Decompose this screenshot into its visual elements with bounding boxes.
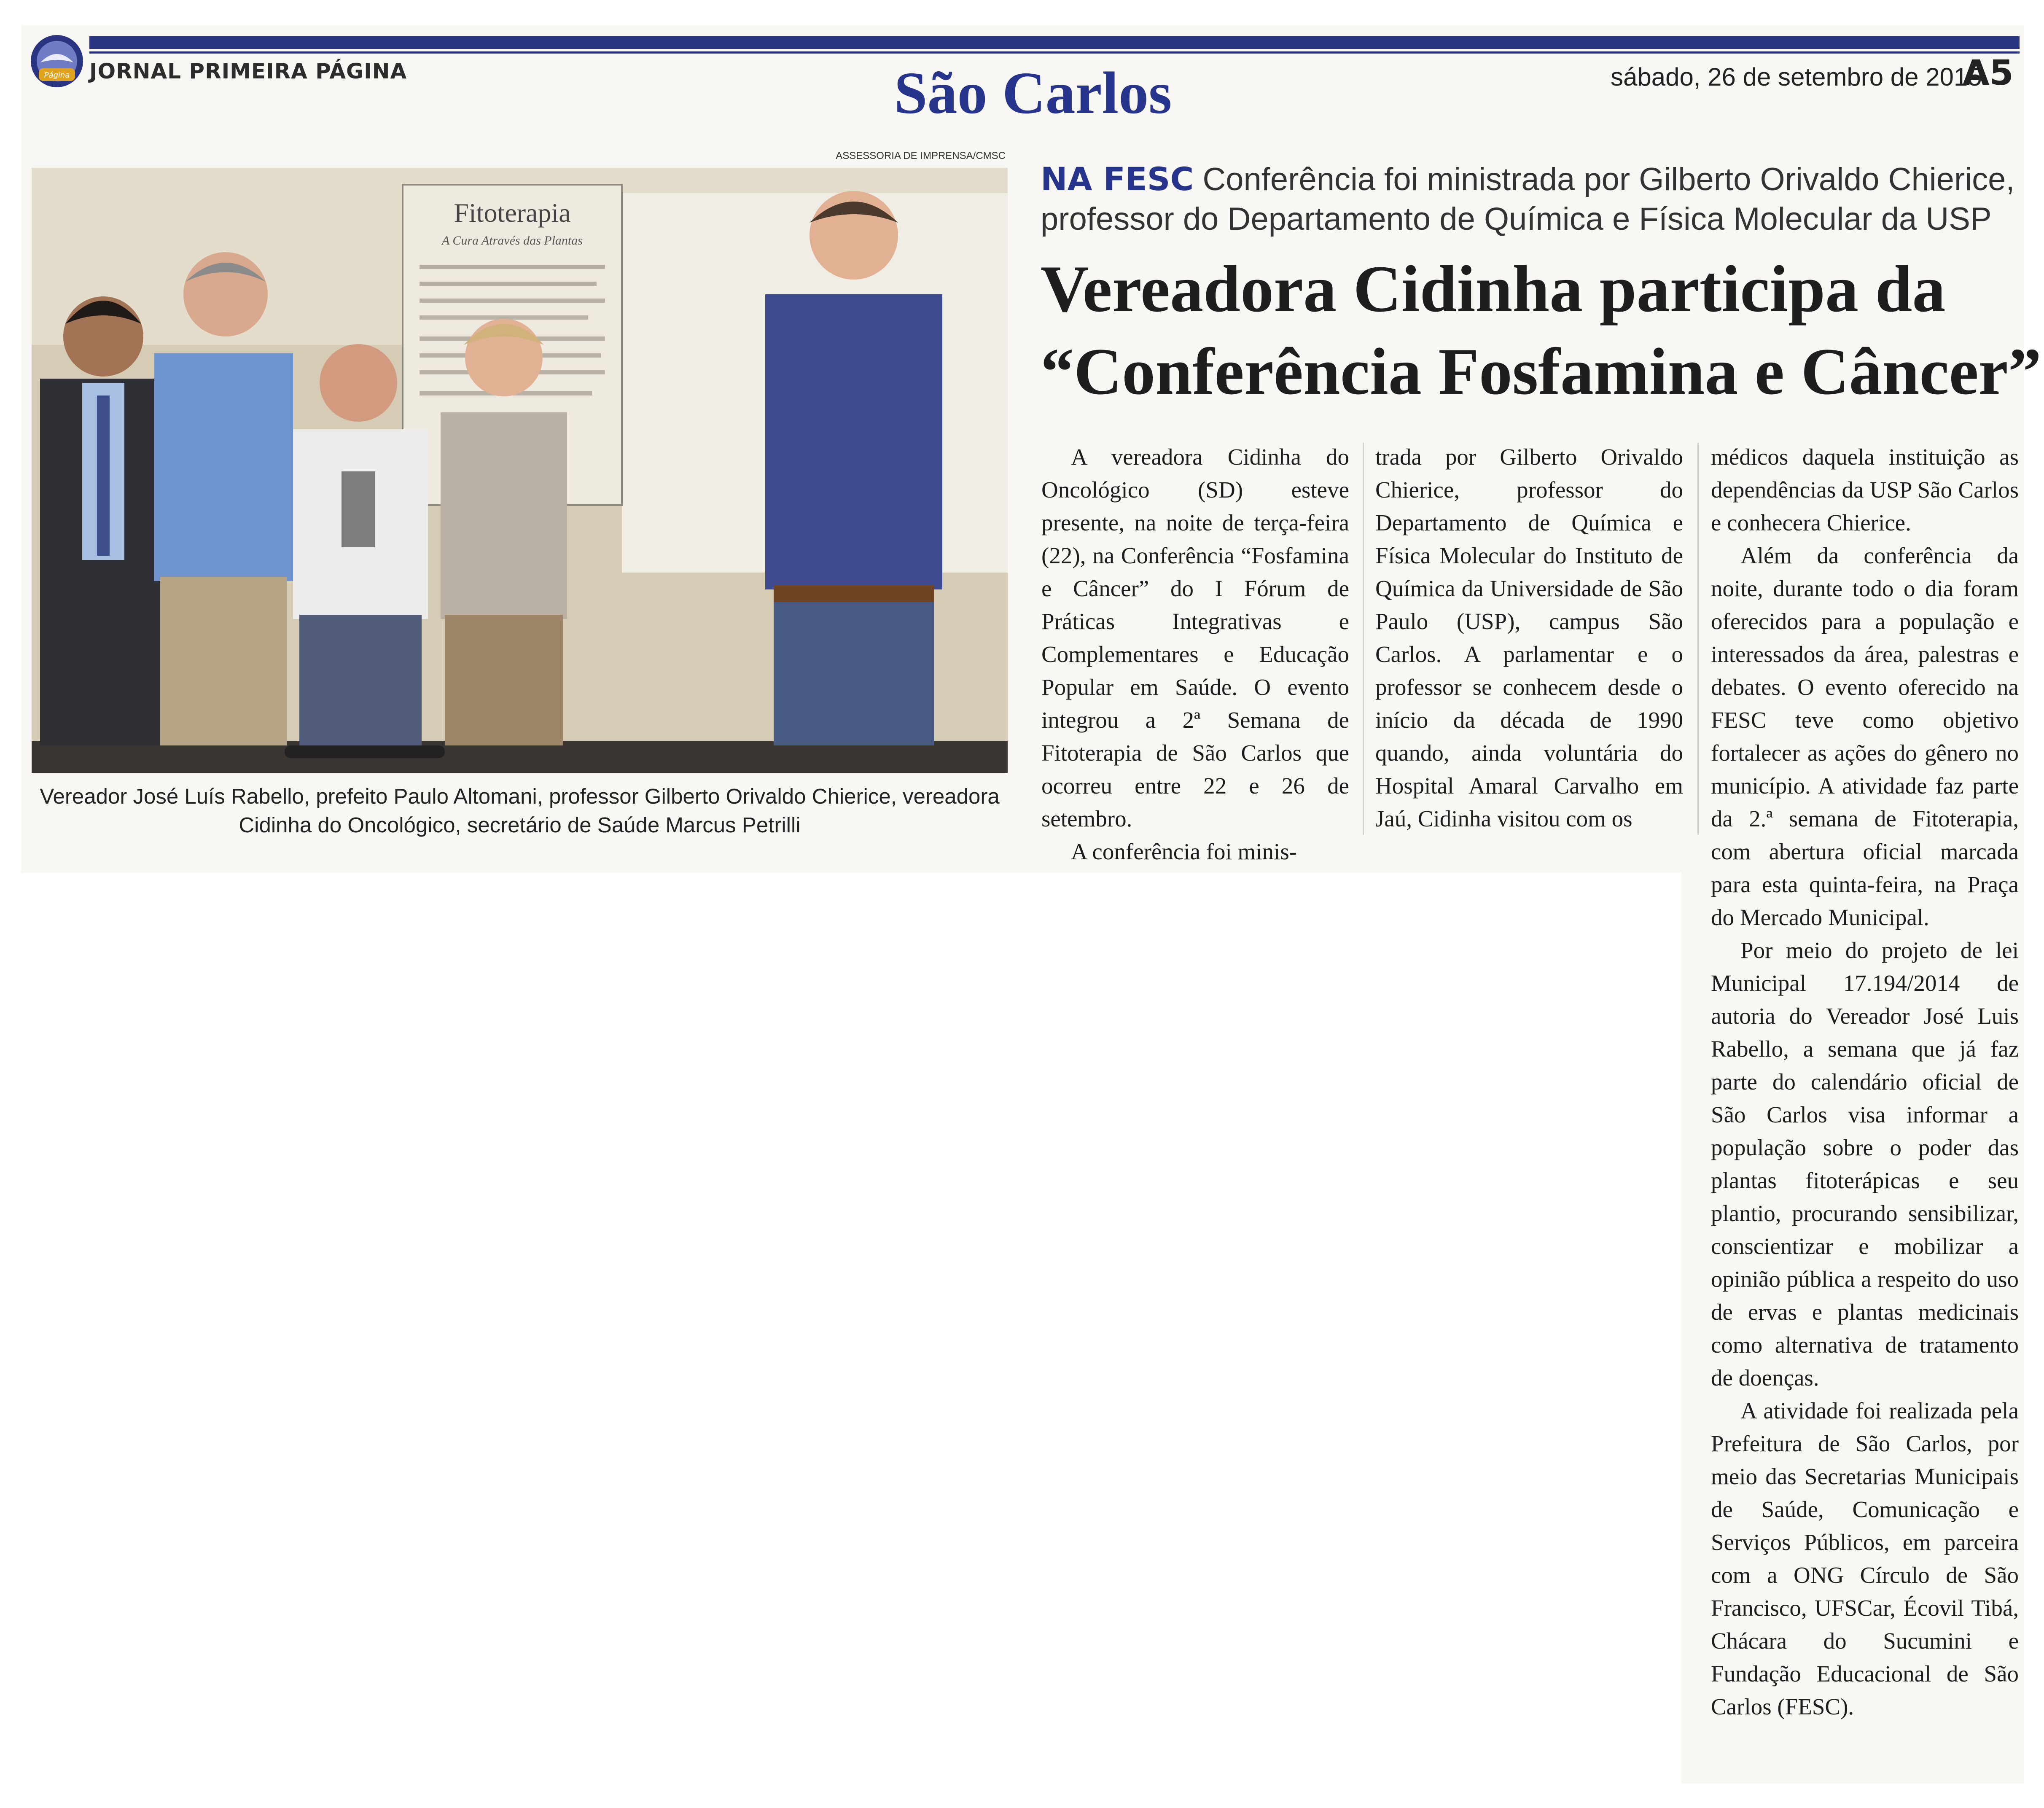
banner-subtitle: A Cura Através das Plantas xyxy=(442,234,583,248)
photo-caption: Vereador José Luís Rabello, prefeito Paulo Altomani, professor Gilberto Orivaldo Chierice, vereadora Cidinha do Oncológico, secretário de Saúde Marcus Petrilli xyxy=(40,784,1000,837)
column-1-paragraph-2: A conferência foi minis- xyxy=(1071,839,1297,864)
article-kicker xyxy=(1041,159,2019,239)
masthead-bar xyxy=(89,36,2020,49)
column-divider xyxy=(1363,443,1364,835)
article-column-3 xyxy=(1711,441,2019,1723)
headline-line-2: “Conferência Fosfamina e Câncer” xyxy=(1041,335,2041,409)
column-1-paragraph-1: A vereadora Cidinha do Oncológico (SD) esteve presente, na noite de terça-feira (22), na Conferência “Fosfamina e Câncer” do I Fórum de Práticas Integrativas e Complementares e Educação Popular em Saúde. O evento integrou a 2ª Semana de Fitoterapia de São Carlos que ocorreu entre 22 e 26 de setembro. xyxy=(1041,444,1349,831)
column-3-paragraph-1: médicos daquela instituição as dependências da USP São Carlos e conhecera Chierice. xyxy=(1711,444,2019,535)
logo-text: Página xyxy=(44,71,70,80)
kicker-tag: NA FESC xyxy=(1041,160,1194,198)
column-3-paragraph-4: A atividade foi realizada pela Prefeitura de São Carlos, por meio das Secretarias Municipais de Saúde, Comunicação e Serviços Públicos, em parceira com a ONG Círculo de São Francisco, UFSCar, Écovil Tibá, Chácara do Sucumini e Fundação Educacional de São Carlos (FESC). xyxy=(1711,1398,2019,1719)
page-number: A5 xyxy=(1963,53,2014,93)
section-title: São Carlos xyxy=(894,59,1172,126)
headline-line-1: Vereadora Cidinha participa da xyxy=(1041,252,1946,326)
article-column-1 xyxy=(1041,441,1349,868)
newspaper-logo xyxy=(29,33,85,89)
column-3-paragraph-2: Além da conferência da noite, durante todo o dia foram oferecidos para a população e interessados da área, palestras e debates. O evento oferecido na FESC teve como objetivo fortalecer as ações do gênero no município. A atividade faz parte da 2.ª semana de Fitoterapia, com abertura oficial marcada para esta quinta-feira, na Praça do Mercado Municipal. xyxy=(1711,543,2019,930)
column-2-paragraph-1: trada por Gilberto Orivaldo Chierice, professor do Departamento de Química e Física Molecular do Instituto de Química da Universidade de São Paulo (USP), campus São Carlos. A parlamentar e o professor se conhecem desde o início da década de 1990 quando, ainda voluntária do Hospital Amaral Carvalho em Jaú, Cidinha visitou com os xyxy=(1375,444,1683,831)
newspaper-name: JORNAL PRIMEIRA PÁGINA xyxy=(89,59,407,83)
article-headline xyxy=(1041,248,2041,413)
banner-title: Fitoterapia xyxy=(454,198,571,228)
kicker-text: Conferência foi ministrada por Gilberto Orivaldo Chierice, professor do Departamento de Química e Física Molecular da USP xyxy=(1041,161,2015,237)
article-column-2 xyxy=(1375,441,1683,835)
masthead-rule xyxy=(89,51,2020,54)
column-3-paragraph-3: Por meio do projeto de lei Municipal 17.194/2014 de autoria do Vereador José Luis Rabello, a semana que já faz parte do calendário oficial de São Carlos visa informar a população sobre o poder das plantas fitoterápicas e seu plantio, procurando sensibilizar, conscientizar e mobilizar a opinião pública a respeito do uso de ervas e plantas medicinais como alternativa de tratamento de doenças. xyxy=(1711,937,2019,1391)
column-divider xyxy=(1697,443,1699,835)
photo-credit: ASSESSORIA DE IMPRENSA/CMSC xyxy=(836,150,1006,161)
issue-date: sábado, 26 de setembro de 2015 xyxy=(1611,63,1982,91)
group-photo xyxy=(32,168,1008,773)
